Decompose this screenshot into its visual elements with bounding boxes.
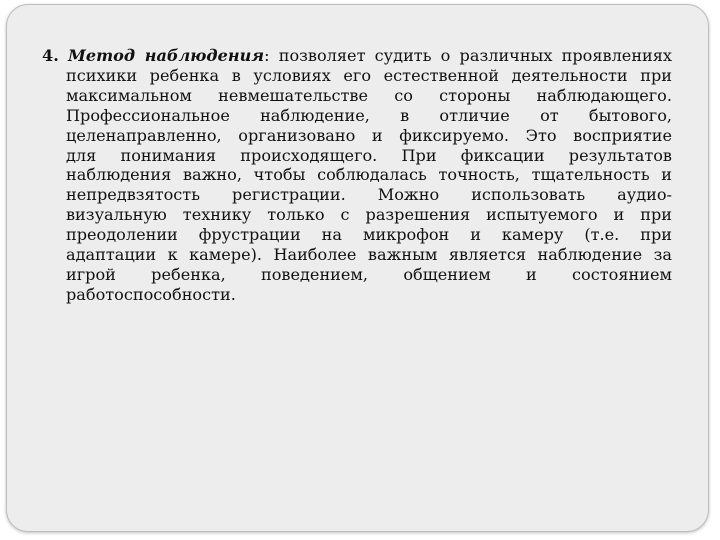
text-line-13: работоспособности.	[66, 284, 236, 304]
item-first-line	[42, 46, 672, 66]
text-line-11: адаптации к камере). Наиболее важным является наблюдение за	[66, 245, 672, 265]
text-line-8: непредвзятость регистрации. Можно использовать аудио-	[66, 185, 672, 205]
text-line-3: максимальном невмешательстве со стороны наблюдающего.	[66, 85, 672, 105]
text-line-6: для понимания происходящего. При фиксации результатов	[66, 145, 672, 165]
item-number: 4.	[42, 46, 59, 65]
text-line-5: целенаправленно, организовано и фиксируемо. Это восприятие	[66, 125, 672, 145]
text-line-10: преодолении фрустрации на микрофон и камеру (т.е. при	[66, 225, 672, 245]
text-line-12: игрой ребенка, поведением, общением и состоянием	[66, 264, 672, 284]
text-line-2: психики ребенка в условиях его естественной деятельности при	[66, 65, 672, 85]
text-line-7: наблюдения важно, чтобы соблюдалась точность, тщательность и	[66, 165, 672, 185]
text-line-1: : позволяет судить о различных проявлениях	[264, 46, 673, 65]
text-line-4: Профессиональное наблюдение, в отличие от бытового,	[66, 105, 672, 125]
method-term: Метод наблюдения	[68, 46, 265, 65]
text-line-9: визуальную технику только с разрешения испытуемого и при	[66, 205, 672, 225]
method-description	[42, 46, 672, 305]
